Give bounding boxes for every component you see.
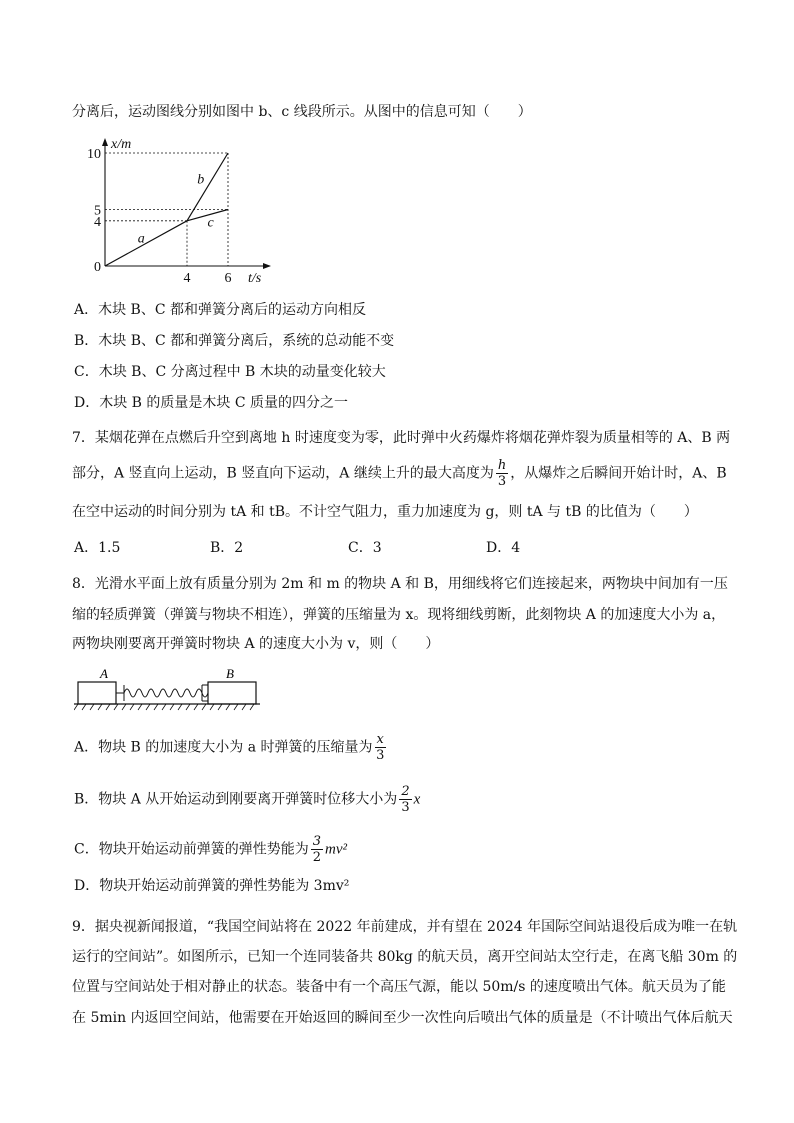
block-a <box>78 682 116 704</box>
q8-option-b <box>74 784 420 815</box>
series-label-b: b <box>197 172 205 188</box>
series-a <box>105 221 187 266</box>
q7-option-a: A．1.5 <box>74 540 121 556</box>
q8-option-b-tail: x <box>413 791 421 808</box>
x-axis-label: t/s <box>248 271 262 282</box>
q8-option-c-den: 2 <box>312 850 321 865</box>
y-tick-5: 5 <box>94 203 101 219</box>
x-tick-6: 6 <box>224 271 232 282</box>
spring <box>116 685 208 701</box>
q7-fraction <box>496 458 508 489</box>
q8-option-c-num: 3 <box>312 834 321 849</box>
q7-line-2-a: 部分，A 竖直向上运动，B 竖直向下运动，A 继续上升的最大高度为 <box>72 465 494 482</box>
q8-option-a-den: 3 <box>376 748 385 763</box>
q7-line-1: 7．某烟花弹在点燃后升空到离地 h 时速度变为零，此时弹中火药爆炸将烟花弹炸裂为质量相等的 A、B 两 <box>72 430 731 446</box>
q8-line-3: 两物块刚要离开弹簧时物块 A 的速度大小为 v，则（ ） <box>72 636 440 652</box>
spring-blocks-diagram <box>74 664 264 714</box>
y-tick-10: 10 <box>87 147 101 162</box>
q6-option-b: B．木块 B、C 都和弹簧分离后，系统的总动能不变 <box>74 333 395 349</box>
q8-option-a-num: x <box>376 732 384 747</box>
series-label-c: c <box>207 215 214 231</box>
q8-option-c-frac <box>311 834 323 865</box>
q8-option-c <box>74 834 347 865</box>
q7-option-c: C．3 <box>348 540 382 556</box>
y-tick-4: 4 <box>94 214 101 230</box>
q9-line-4: 在 5min 内返回空间站，他需要在开始返回的瞬间至少一次性向后喷出气体的质量是（不计喷出气体后航天 <box>72 1010 733 1026</box>
q9-line-3: 位置与空间站处于相对静止的状态。装备中有一个高压气源，能以 50m/s 的速度喷出气体。航天员为了能 <box>72 979 726 995</box>
q8-option-c-tail: mv² <box>325 841 347 858</box>
y-axis-label: x/m <box>111 137 132 152</box>
block-b <box>208 682 256 704</box>
q7-frac-num: h <box>497 458 507 473</box>
q9-line-1: 9．据央视新闻报道，“我国空间站将在 2022 年前建成，并有望在 2024 年国际空间站退役后成为唯一在轨 <box>72 919 738 935</box>
y-tick-0: 0 <box>94 260 101 275</box>
question-6-stem-tail: 分离后，运动图线分别如图中 b、c 线段所示。从图中的信息可知（ ） <box>72 104 532 120</box>
q7-line-3: 在空中运动的时间分别为 tA 和 tB。不计空气阻力，重力加速度为 g，则 tA 与 tB 的比值为（ ） <box>72 504 698 520</box>
q8-option-a-text: A．物块 B 的加速度大小为 a 时弹簧的压缩量为 <box>74 739 373 756</box>
series-label-a: a <box>137 231 145 247</box>
q8-line-1: 8．光滑水平面上放有质量分别为 2m 和 m 的物块 A 和 B，用细线将它们连接起来，两物块中间加有一压 <box>72 576 728 592</box>
q6-option-a: A．木块 B、C 都和弹簧分离后的运动方向相反 <box>74 302 367 318</box>
y-axis-arrow <box>102 138 108 146</box>
q7-line-2 <box>72 458 727 489</box>
q8-option-b-frac <box>399 784 411 815</box>
block-b-label: B <box>226 666 234 681</box>
q8-option-b-den: 3 <box>401 800 410 815</box>
q8-option-c-text: C．物块开始运动前弹簧的弹性势能为 <box>74 841 309 858</box>
q8-option-a-frac <box>375 732 386 763</box>
q7-option-b: B．2 <box>210 540 244 556</box>
q8-option-a <box>74 732 388 763</box>
q8-line-2: 缩的轻质弹簧（弹簧与物块不相连），弹簧的压缩量为 x。现将细线剪断，此刻物块 A 的加速度大小为 a， <box>72 607 726 623</box>
q8-option-b-text: B．物块 A 从开始运动到刚要离开弹簧时位移大小为 <box>74 791 398 808</box>
q7-frac-den: 3 <box>497 474 507 489</box>
block-a-label: A <box>100 666 108 681</box>
q8-option-b-num: 2 <box>401 784 410 799</box>
ground-hatching <box>74 704 254 710</box>
q6-option-d: D．木块 B 的质量是木块 C 质量的四分之一 <box>74 395 349 411</box>
q8-option-d: D．物块开始运动前弹簧的弹性势能为 3mv² <box>74 878 350 894</box>
x-tick-4: 4 <box>183 271 191 282</box>
q7-option-d: D．4 <box>486 540 521 556</box>
xt-graph <box>80 132 280 282</box>
x-axis-arrow <box>263 263 271 269</box>
q9-line-2: 运行的空间站”。如图所示，已知一个连同装备共 80kg 的航天员，离开空间站太空行走，在离飞船 30m 的 <box>72 949 738 965</box>
q6-option-c: C．木块 B、C 分离过程中 B 木块的动量变化较大 <box>74 364 386 380</box>
q7-line-2-b: ，从爆炸之后瞬间开始计时，A、B <box>510 465 727 482</box>
